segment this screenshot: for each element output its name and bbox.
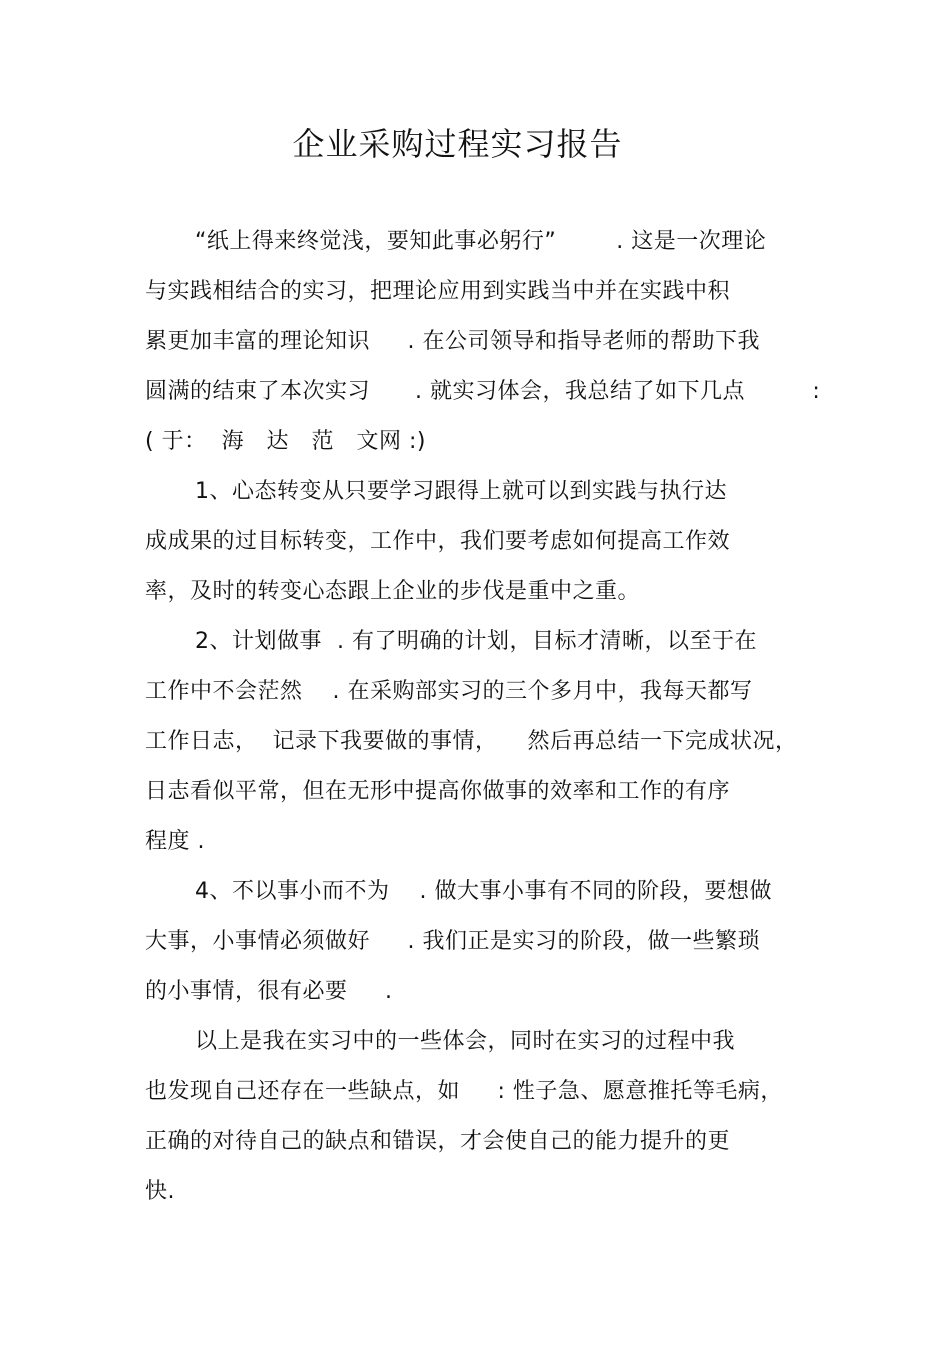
paragraph-line: ( 于： 海 达 范 文网 :) bbox=[145, 429, 426, 454]
paragraph-line: 正确的对待自己的缺点和错误，才会使自己的能力提升的更 bbox=[145, 1129, 731, 1154]
paragraph-line: 快. bbox=[145, 1179, 175, 1204]
paragraph-line: 率，及时的转变心态跟上企业的步伐是重中之重。 bbox=[145, 579, 641, 604]
paragraph-line: 工作中不会茫然 . 在采购部实习的三个多月中，我每天都写 bbox=[145, 679, 753, 704]
paragraph-line: 2、计划做事 . 有了明确的计划，目标才清晰，以至于在 bbox=[195, 629, 757, 654]
paragraph-line: 4、不以事小而不为 . 做大事小事有不同的阶段，要想做 bbox=[195, 879, 772, 904]
paragraph-line: 与实践相结合的实习，把理论应用到实践当中并在实践中积 bbox=[145, 279, 731, 304]
paragraph-line: 以上是我在实习中的一些体会，同时在实习的过程中我 bbox=[195, 1029, 736, 1054]
paragraph-line: “纸上得来终觉浅，要知此事必躬行” . 这是一次理论 bbox=[195, 229, 767, 254]
paragraph-line: 日志看似平常，但在无形中提高你做事的效率和工作的有序 bbox=[145, 779, 731, 804]
paragraph-line: 工作日志， 记录下我要做的事情， 然后再总结一下完成状况， bbox=[145, 729, 798, 754]
paragraph-line: 大事，小事情必须做好 . 我们正是实习的阶段，做一些繁琐 bbox=[145, 929, 760, 954]
paragraph-line: 的小事情，很有必要 . bbox=[145, 979, 393, 1004]
paragraph-line: 累更加丰富的理论知识 . 在公司领导和指导老师的帮助下我 bbox=[145, 329, 760, 354]
paragraph-line: 1、心态转变从只要学习跟得上就可以到实践与执行达 bbox=[195, 479, 727, 504]
document-title: 企业采购过程实习报告 bbox=[292, 125, 623, 163]
paragraph-line: 成成果的过目标转变，工作中，我们要考虑如何提高工作效 bbox=[145, 529, 731, 554]
paragraph-line: 也发现自己还存在一些缺点，如 : 性子急、愿意推托等毛病， bbox=[145, 1079, 783, 1104]
paragraph-line: 圆满的结束了本次实习 . 就实习体会，我总结了如下几点 : bbox=[145, 379, 821, 404]
paragraph-line: 程度 . bbox=[145, 829, 205, 854]
